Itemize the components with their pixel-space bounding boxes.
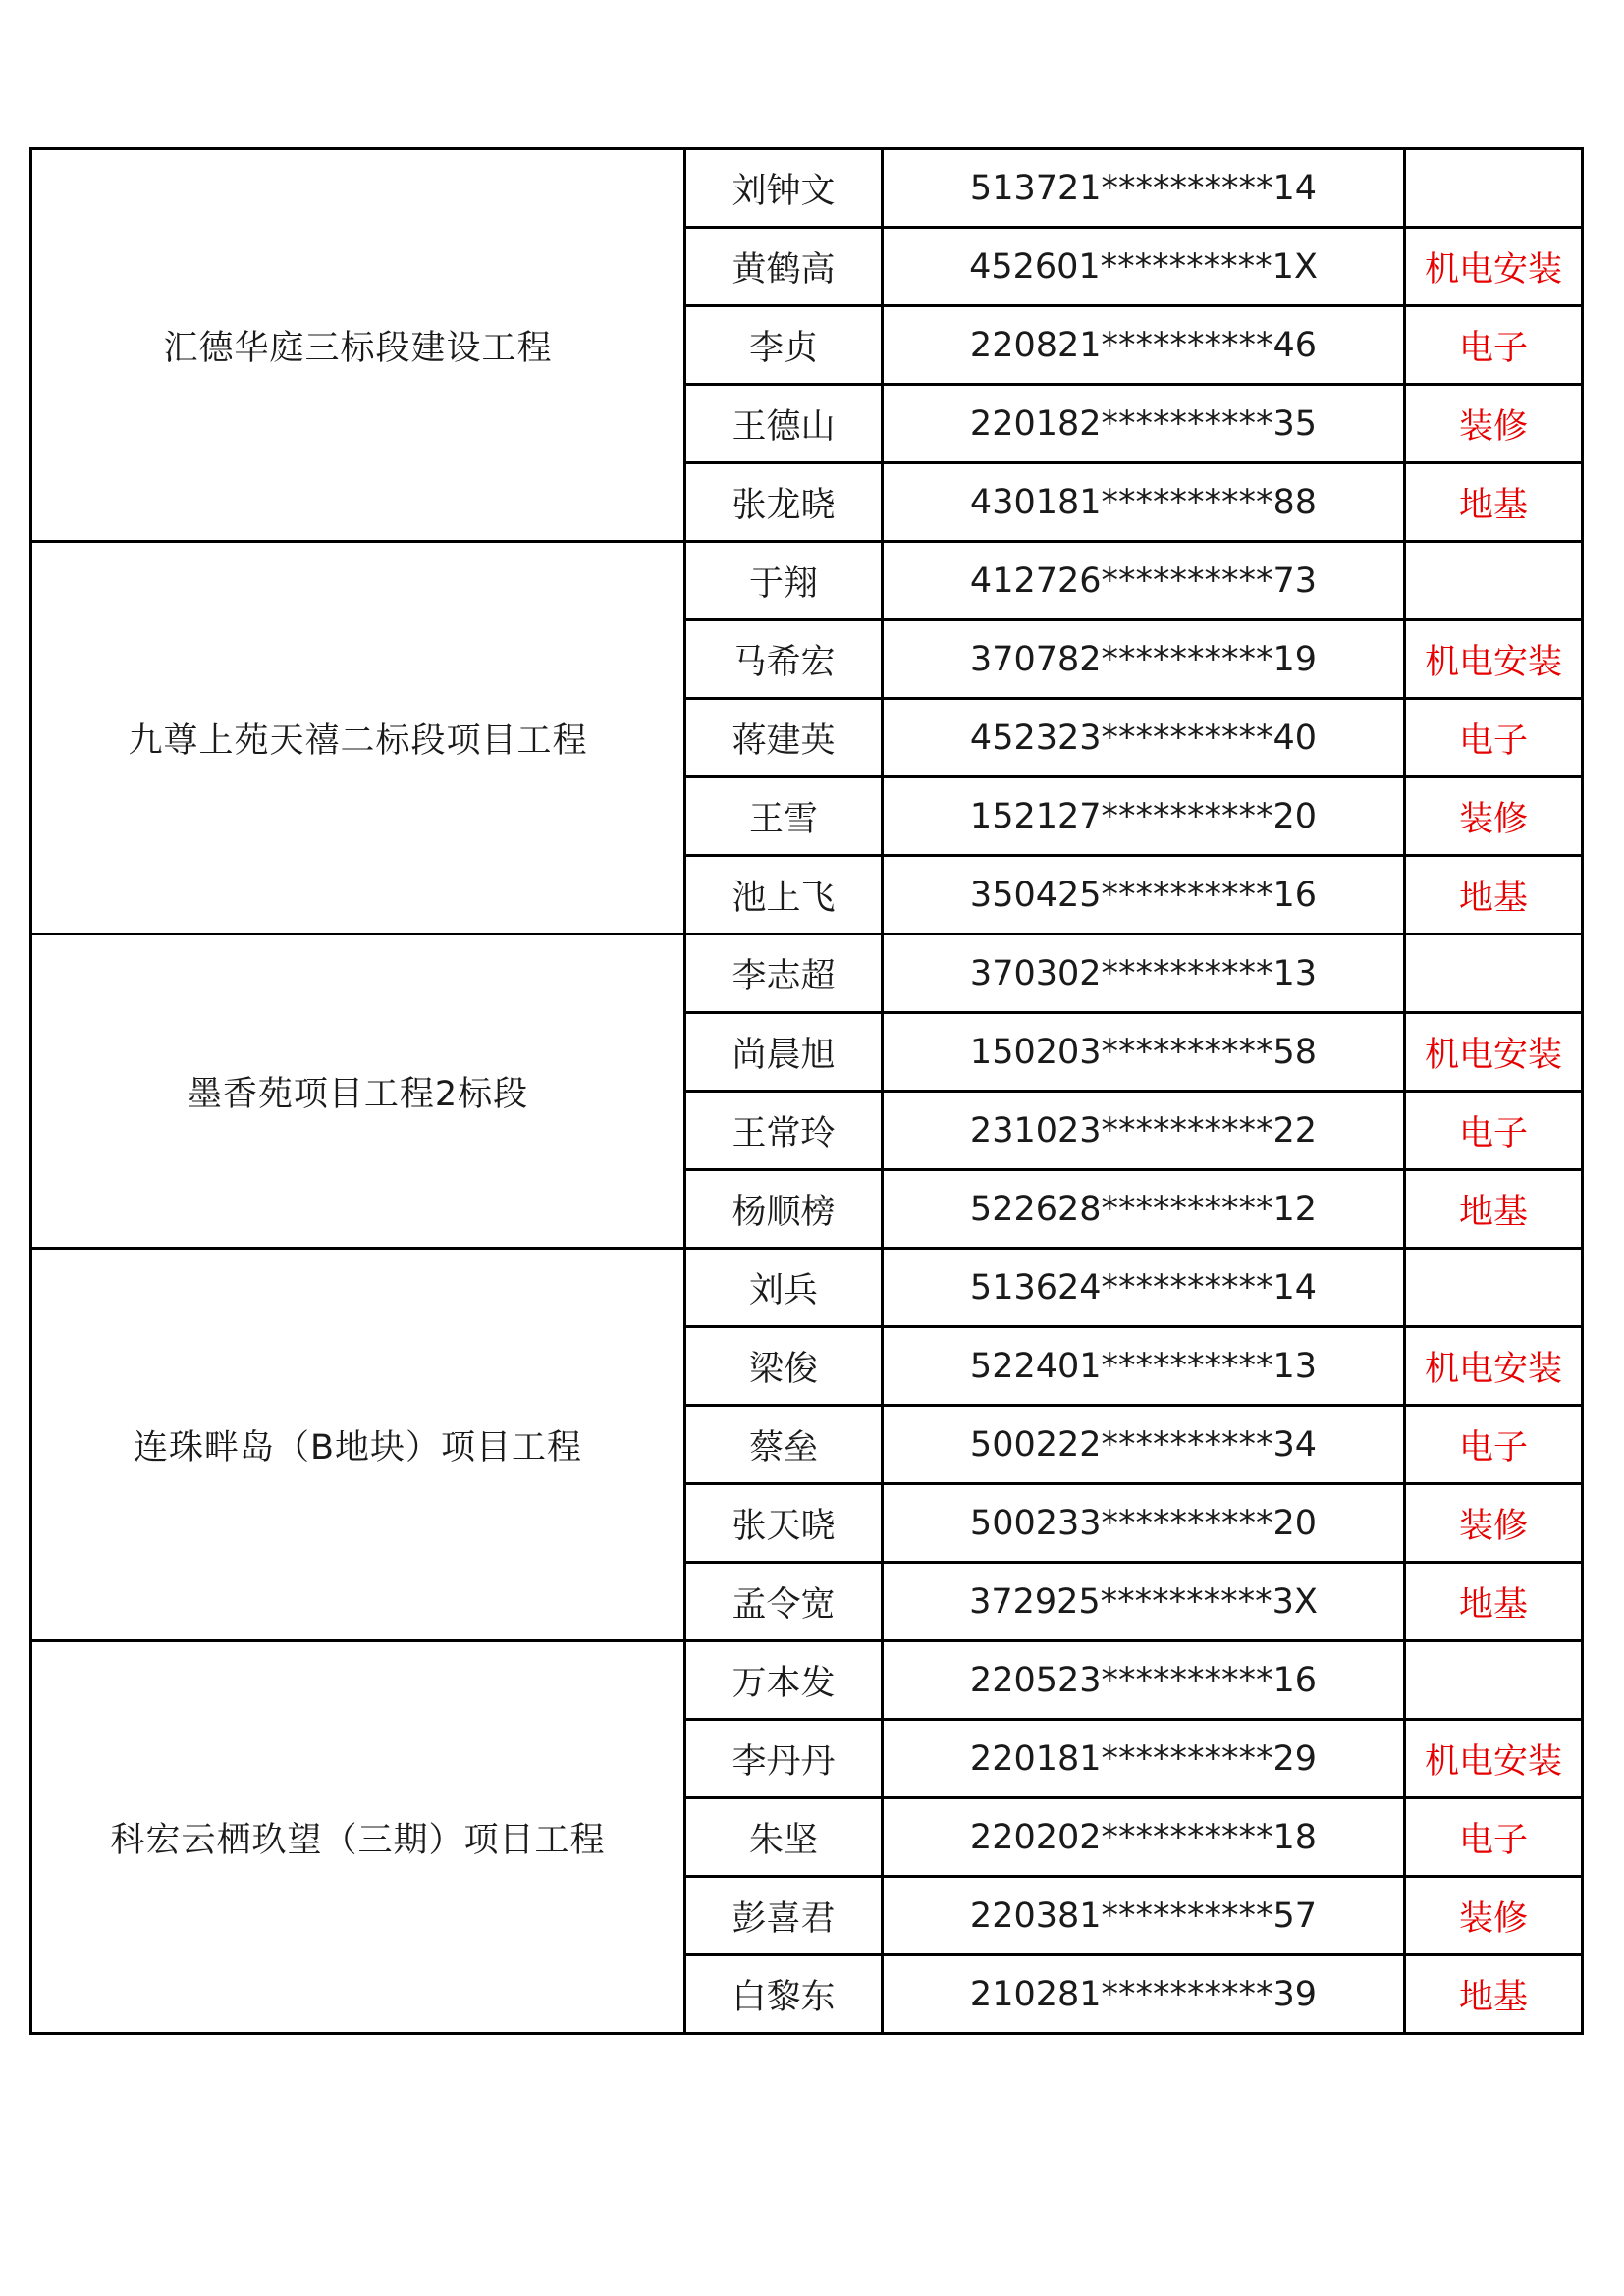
id-number-cell: 500233**********20: [883, 1484, 1405, 1563]
id-number-cell: 430181**********88: [883, 463, 1405, 542]
specialty-cell: 电子: [1405, 306, 1583, 385]
person-name-cell: 李丹丹: [685, 1720, 883, 1798]
project-name-cell: 汇德华庭三标段建设工程: [31, 149, 685, 542]
id-number-cell: 513624**********14: [883, 1249, 1405, 1327]
id-number-cell: 220182**********35: [883, 385, 1405, 463]
table-row: [31, 1641, 1583, 1720]
specialty-cell: 装修: [1405, 1484, 1583, 1563]
personnel-table-body: [31, 149, 1583, 2034]
person-name-cell: 蔡垒: [685, 1406, 883, 1484]
table-row: [31, 149, 1583, 228]
specialty-cell: 机电安装: [1405, 1013, 1583, 1092]
specialty-cell: 机电安装: [1405, 620, 1583, 699]
person-name-cell: 刘钟文: [685, 149, 883, 228]
person-name-cell: 刘兵: [685, 1249, 883, 1327]
person-name-cell: 尚晨旭: [685, 1013, 883, 1092]
project-name-cell: 九尊上苑天禧二标段项目工程: [31, 542, 685, 934]
person-name-cell: 孟令宽: [685, 1563, 883, 1641]
person-name-cell: 张龙晓: [685, 463, 883, 542]
project-name-cell: 墨香苑项目工程2标段: [31, 934, 685, 1249]
person-name-cell: 王雪: [685, 777, 883, 856]
id-number-cell: 152127**********20: [883, 777, 1405, 856]
table-row: [31, 1249, 1583, 1327]
id-number-cell: 372925**********3X: [883, 1563, 1405, 1641]
specialty-cell: 装修: [1405, 777, 1583, 856]
specialty-cell: [1405, 934, 1583, 1013]
id-number-cell: 220523**********16: [883, 1641, 1405, 1720]
person-name-cell: 彭喜君: [685, 1877, 883, 1955]
id-number-cell: 370782**********19: [883, 620, 1405, 699]
specialty-cell: 机电安装: [1405, 228, 1583, 306]
person-name-cell: 李贞: [685, 306, 883, 385]
person-name-cell: 白黎东: [685, 1955, 883, 2034]
person-name-cell: 杨顺榜: [685, 1170, 883, 1249]
person-name-cell: 王德山: [685, 385, 883, 463]
id-number-cell: 513721**********14: [883, 149, 1405, 228]
person-name-cell: 梁俊: [685, 1327, 883, 1406]
id-number-cell: 210281**********39: [883, 1955, 1405, 2034]
id-number-cell: 220821**********46: [883, 306, 1405, 385]
specialty-cell: 电子: [1405, 1406, 1583, 1484]
person-name-cell: 王常玲: [685, 1092, 883, 1170]
specialty-cell: 机电安装: [1405, 1327, 1583, 1406]
person-name-cell: 蒋建英: [685, 699, 883, 777]
specialty-cell: 地基: [1405, 1563, 1583, 1641]
id-number-cell: 522628**********12: [883, 1170, 1405, 1249]
person-name-cell: 于翔: [685, 542, 883, 620]
specialty-cell: 装修: [1405, 1877, 1583, 1955]
id-number-cell: 500222**********34: [883, 1406, 1405, 1484]
person-name-cell: 黄鹤高: [685, 228, 883, 306]
person-name-cell: 万本发: [685, 1641, 883, 1720]
specialty-cell: [1405, 1249, 1583, 1327]
specialty-cell: [1405, 149, 1583, 228]
id-number-cell: 412726**********73: [883, 542, 1405, 620]
specialty-cell: 地基: [1405, 856, 1583, 934]
specialty-cell: 机电安装: [1405, 1720, 1583, 1798]
id-number-cell: 370302**********13: [883, 934, 1405, 1013]
specialty-cell: [1405, 542, 1583, 620]
project-name-cell: 科宏云栖玖望（三期）项目工程: [31, 1641, 685, 2034]
person-name-cell: 池上飞: [685, 856, 883, 934]
id-number-cell: 220381**********57: [883, 1877, 1405, 1955]
specialty-cell: 电子: [1405, 699, 1583, 777]
specialty-cell: 装修: [1405, 385, 1583, 463]
specialty-cell: 地基: [1405, 1170, 1583, 1249]
specialty-cell: 电子: [1405, 1092, 1583, 1170]
id-number-cell: 452601**********1X: [883, 228, 1405, 306]
id-number-cell: 522401**********13: [883, 1327, 1405, 1406]
project-name-cell: 连珠畔岛（B地块）项目工程: [31, 1249, 685, 1641]
specialty-cell: 地基: [1405, 463, 1583, 542]
id-number-cell: 231023**********22: [883, 1092, 1405, 1170]
specialty-cell: 电子: [1405, 1798, 1583, 1877]
id-number-cell: 220202**********18: [883, 1798, 1405, 1877]
person-name-cell: 李志超: [685, 934, 883, 1013]
id-number-cell: 220181**********29: [883, 1720, 1405, 1798]
person-name-cell: 张天晓: [685, 1484, 883, 1563]
id-number-cell: 150203**********58: [883, 1013, 1405, 1092]
person-name-cell: 马希宏: [685, 620, 883, 699]
specialty-cell: [1405, 1641, 1583, 1720]
person-name-cell: 朱坚: [685, 1798, 883, 1877]
id-number-cell: 350425**********16: [883, 856, 1405, 934]
table-row: [31, 542, 1583, 620]
id-number-cell: 452323**********40: [883, 699, 1405, 777]
personnel-table: [29, 147, 1584, 2035]
specialty-cell: 地基: [1405, 1955, 1583, 2034]
table-row: [31, 934, 1583, 1013]
